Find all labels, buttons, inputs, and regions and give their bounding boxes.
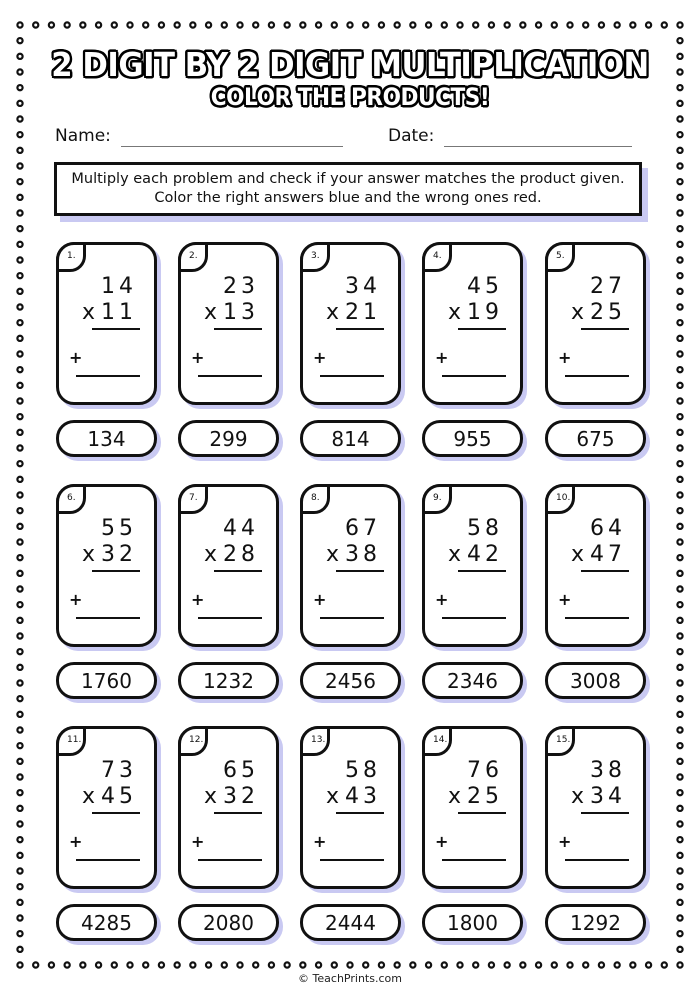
multiplier-row — [82, 785, 137, 809]
given-product-pill[interactable] — [300, 662, 401, 699]
given-product-pill[interactable] — [545, 904, 646, 941]
plus-sign: + — [558, 832, 572, 851]
problem-card — [178, 484, 279, 647]
given-product-value: 1760 — [81, 668, 132, 693]
multiply-sign: x — [447, 300, 465, 325]
answer-line[interactable] — [442, 617, 506, 619]
problem-number: 13. — [300, 726, 330, 756]
answer-line[interactable] — [565, 617, 629, 619]
multiplicand: 38 — [590, 758, 626, 783]
given-product-value: 2080 — [203, 910, 254, 935]
given-product-pill[interactable] — [300, 904, 401, 941]
plus-sign: + — [69, 832, 83, 851]
plus-sign: + — [558, 348, 572, 367]
given-product-value: 134 — [87, 426, 126, 451]
multiply-sign: x — [325, 300, 343, 325]
multiplier-row — [571, 543, 626, 567]
answer-line[interactable] — [442, 375, 506, 377]
multiplicand: 55 — [101, 516, 137, 541]
plus-sign: + — [435, 590, 449, 609]
multiplier: 47 — [590, 542, 626, 567]
multiplier: 19 — [467, 300, 503, 325]
instructions-box — [54, 162, 642, 216]
problem-card — [422, 484, 523, 647]
answer-line[interactable] — [442, 859, 506, 861]
problem-number: 12. — [178, 726, 208, 756]
multiplier-row — [571, 301, 626, 325]
multiplicand: 65 — [223, 758, 259, 783]
given-product-pill[interactable] — [56, 904, 157, 941]
given-product-pill[interactable] — [56, 420, 157, 457]
worksheet-title: 2 DIGIT BY 2 DIGIT MULTIPLICATION — [51, 45, 649, 84]
multiplier-row — [448, 301, 503, 325]
answer-line[interactable] — [76, 859, 140, 861]
multiplier-row — [448, 543, 503, 567]
answer-line[interactable] — [320, 375, 384, 377]
plus-sign: + — [313, 590, 327, 609]
product-line — [214, 570, 262, 572]
answer-line[interactable] — [76, 617, 140, 619]
multiplier-row — [204, 301, 259, 325]
problem-card — [56, 726, 157, 889]
multiplier: 13 — [223, 300, 259, 325]
multiply-sign: x — [570, 542, 588, 567]
problem-card — [545, 726, 646, 889]
multiply-sign: x — [570, 300, 588, 325]
multiply-sign: x — [81, 542, 99, 567]
answer-line[interactable] — [320, 859, 384, 861]
multiplicand: 73 — [101, 758, 137, 783]
given-product-value: 675 — [576, 426, 615, 451]
given-product-value: 1800 — [447, 910, 498, 935]
problem-number: 8. — [300, 484, 330, 514]
multiplier-row — [204, 785, 259, 809]
problem-number: 5. — [545, 242, 575, 272]
answer-line[interactable] — [198, 859, 262, 861]
problem-number: 15. — [545, 726, 575, 756]
problem-card — [178, 726, 279, 889]
given-product-value: 955 — [453, 426, 492, 451]
multiplicand: 27 — [590, 274, 626, 299]
multiplier: 11 — [101, 300, 137, 325]
multiplier: 28 — [223, 542, 259, 567]
problem-card — [545, 484, 646, 647]
problem-card — [545, 242, 646, 405]
multiply-sign: x — [203, 300, 221, 325]
problem-card — [300, 484, 401, 647]
given-product-pill[interactable] — [178, 662, 279, 699]
problem-number: 10. — [545, 484, 575, 514]
product-line — [214, 328, 262, 330]
name-blank-line[interactable] — [121, 128, 343, 147]
given-product-pill[interactable] — [422, 662, 523, 699]
given-product-pill[interactable] — [422, 904, 523, 941]
multiply-sign: x — [81, 300, 99, 325]
product-line — [458, 328, 506, 330]
answer-line[interactable] — [76, 375, 140, 377]
problem-card — [300, 726, 401, 889]
multiplicand: 14 — [101, 274, 137, 299]
product-line — [336, 570, 384, 572]
multiplicand: 58 — [467, 516, 503, 541]
multiplier-row — [571, 785, 626, 809]
problem-number: 9. — [422, 484, 452, 514]
product-line — [92, 328, 140, 330]
answer-line[interactable] — [320, 617, 384, 619]
plus-sign: + — [558, 590, 572, 609]
given-product-pill[interactable] — [178, 904, 279, 941]
multiplier-row — [82, 301, 137, 325]
multiplier-row — [326, 785, 381, 809]
product-line — [92, 570, 140, 572]
answer-line[interactable] — [198, 375, 262, 377]
multiplicand: 44 — [223, 516, 259, 541]
problem-number: 3. — [300, 242, 330, 272]
multiplier: 42 — [467, 542, 503, 567]
multiplicand: 23 — [223, 274, 259, 299]
plus-sign: + — [191, 348, 205, 367]
problem-card — [56, 484, 157, 647]
problem-card — [178, 242, 279, 405]
problem-number: 6. — [56, 484, 86, 514]
multiply-sign: x — [325, 542, 343, 567]
multiplier: 21 — [345, 300, 381, 325]
given-product-pill[interactable] — [545, 420, 646, 457]
product-line — [581, 328, 629, 330]
plus-sign: + — [435, 348, 449, 367]
multiplier-row — [326, 301, 381, 325]
given-product-value: 2456 — [325, 668, 376, 693]
given-product-value: 814 — [331, 426, 370, 451]
multiplicand: 67 — [345, 516, 381, 541]
multiplier-row — [448, 785, 503, 809]
product-line — [458, 812, 506, 814]
multiply-sign: x — [325, 784, 343, 809]
product-line — [581, 812, 629, 814]
product-line — [92, 812, 140, 814]
worksheet-subtitle: COLOR THE PRODUCTS! — [210, 83, 490, 111]
problem-number: 11. — [56, 726, 86, 756]
given-product-value: 2444 — [325, 910, 376, 935]
name-field[interactable] — [55, 125, 343, 147]
plus-sign: + — [313, 348, 327, 367]
given-product-pill[interactable] — [300, 420, 401, 457]
multiplicand: 58 — [345, 758, 381, 783]
given-product-value: 1292 — [570, 910, 621, 935]
answer-line[interactable] — [565, 859, 629, 861]
multiplier: 38 — [345, 542, 381, 567]
given-product-pill[interactable] — [545, 662, 646, 699]
date-field[interactable] — [388, 125, 632, 147]
multiply-sign: x — [447, 542, 465, 567]
problem-card — [422, 726, 523, 889]
multiplicand: 64 — [590, 516, 626, 541]
multiplier: 34 — [590, 784, 626, 809]
multiplier-row — [326, 543, 381, 567]
given-product-value: 2346 — [447, 668, 498, 693]
multiplier: 32 — [101, 542, 137, 567]
given-product-pill[interactable] — [422, 420, 523, 457]
multiplier: 25 — [467, 784, 503, 809]
multiplier-row — [204, 543, 259, 567]
answer-line[interactable] — [198, 617, 262, 619]
name-label: Name: — [55, 126, 111, 146]
plus-sign: + — [69, 590, 83, 609]
multiplier: 43 — [345, 784, 381, 809]
multiply-sign: x — [81, 784, 99, 809]
date-blank-line[interactable] — [444, 128, 632, 147]
multiplier: 25 — [590, 300, 626, 325]
given-product-value: 1232 — [203, 668, 254, 693]
problem-card — [300, 242, 401, 405]
multiply-sign: x — [570, 784, 588, 809]
answer-line[interactable] — [565, 375, 629, 377]
plus-sign: + — [435, 832, 449, 851]
plus-sign: + — [69, 348, 83, 367]
given-product-value: 4285 — [81, 910, 132, 935]
multiplier: 32 — [223, 784, 259, 809]
multiplier-row — [82, 543, 137, 567]
product-line — [458, 570, 506, 572]
product-line — [336, 812, 384, 814]
given-product-value: 3008 — [570, 668, 621, 693]
problem-number: 14. — [422, 726, 452, 756]
product-line — [214, 812, 262, 814]
given-product-value: 299 — [209, 426, 248, 451]
product-line — [581, 570, 629, 572]
given-product-pill[interactable] — [56, 662, 157, 699]
multiplicand: 34 — [345, 274, 381, 299]
given-product-pill[interactable] — [178, 420, 279, 457]
multiplicand: 45 — [467, 274, 503, 299]
date-label: Date: — [388, 126, 435, 146]
problem-number: 1. — [56, 242, 86, 272]
copyright-footer: © TeachPrints.com — [298, 972, 402, 985]
multiply-sign: x — [203, 784, 221, 809]
multiplier: 45 — [101, 784, 137, 809]
multiply-sign: x — [203, 542, 221, 567]
problem-number: 4. — [422, 242, 452, 272]
problem-card — [422, 242, 523, 405]
instructions-text: Multiply each problem and check if your answer matches the product given. Color the right answers blue and the wrong ones red. — [71, 171, 625, 206]
plus-sign: + — [191, 832, 205, 851]
plus-sign: + — [191, 590, 205, 609]
plus-sign: + — [313, 832, 327, 851]
problem-card — [56, 242, 157, 405]
problem-number: 7. — [178, 484, 208, 514]
problem-number: 2. — [178, 242, 208, 272]
product-line — [336, 328, 384, 330]
multiplicand: 76 — [467, 758, 503, 783]
multiply-sign: x — [447, 784, 465, 809]
